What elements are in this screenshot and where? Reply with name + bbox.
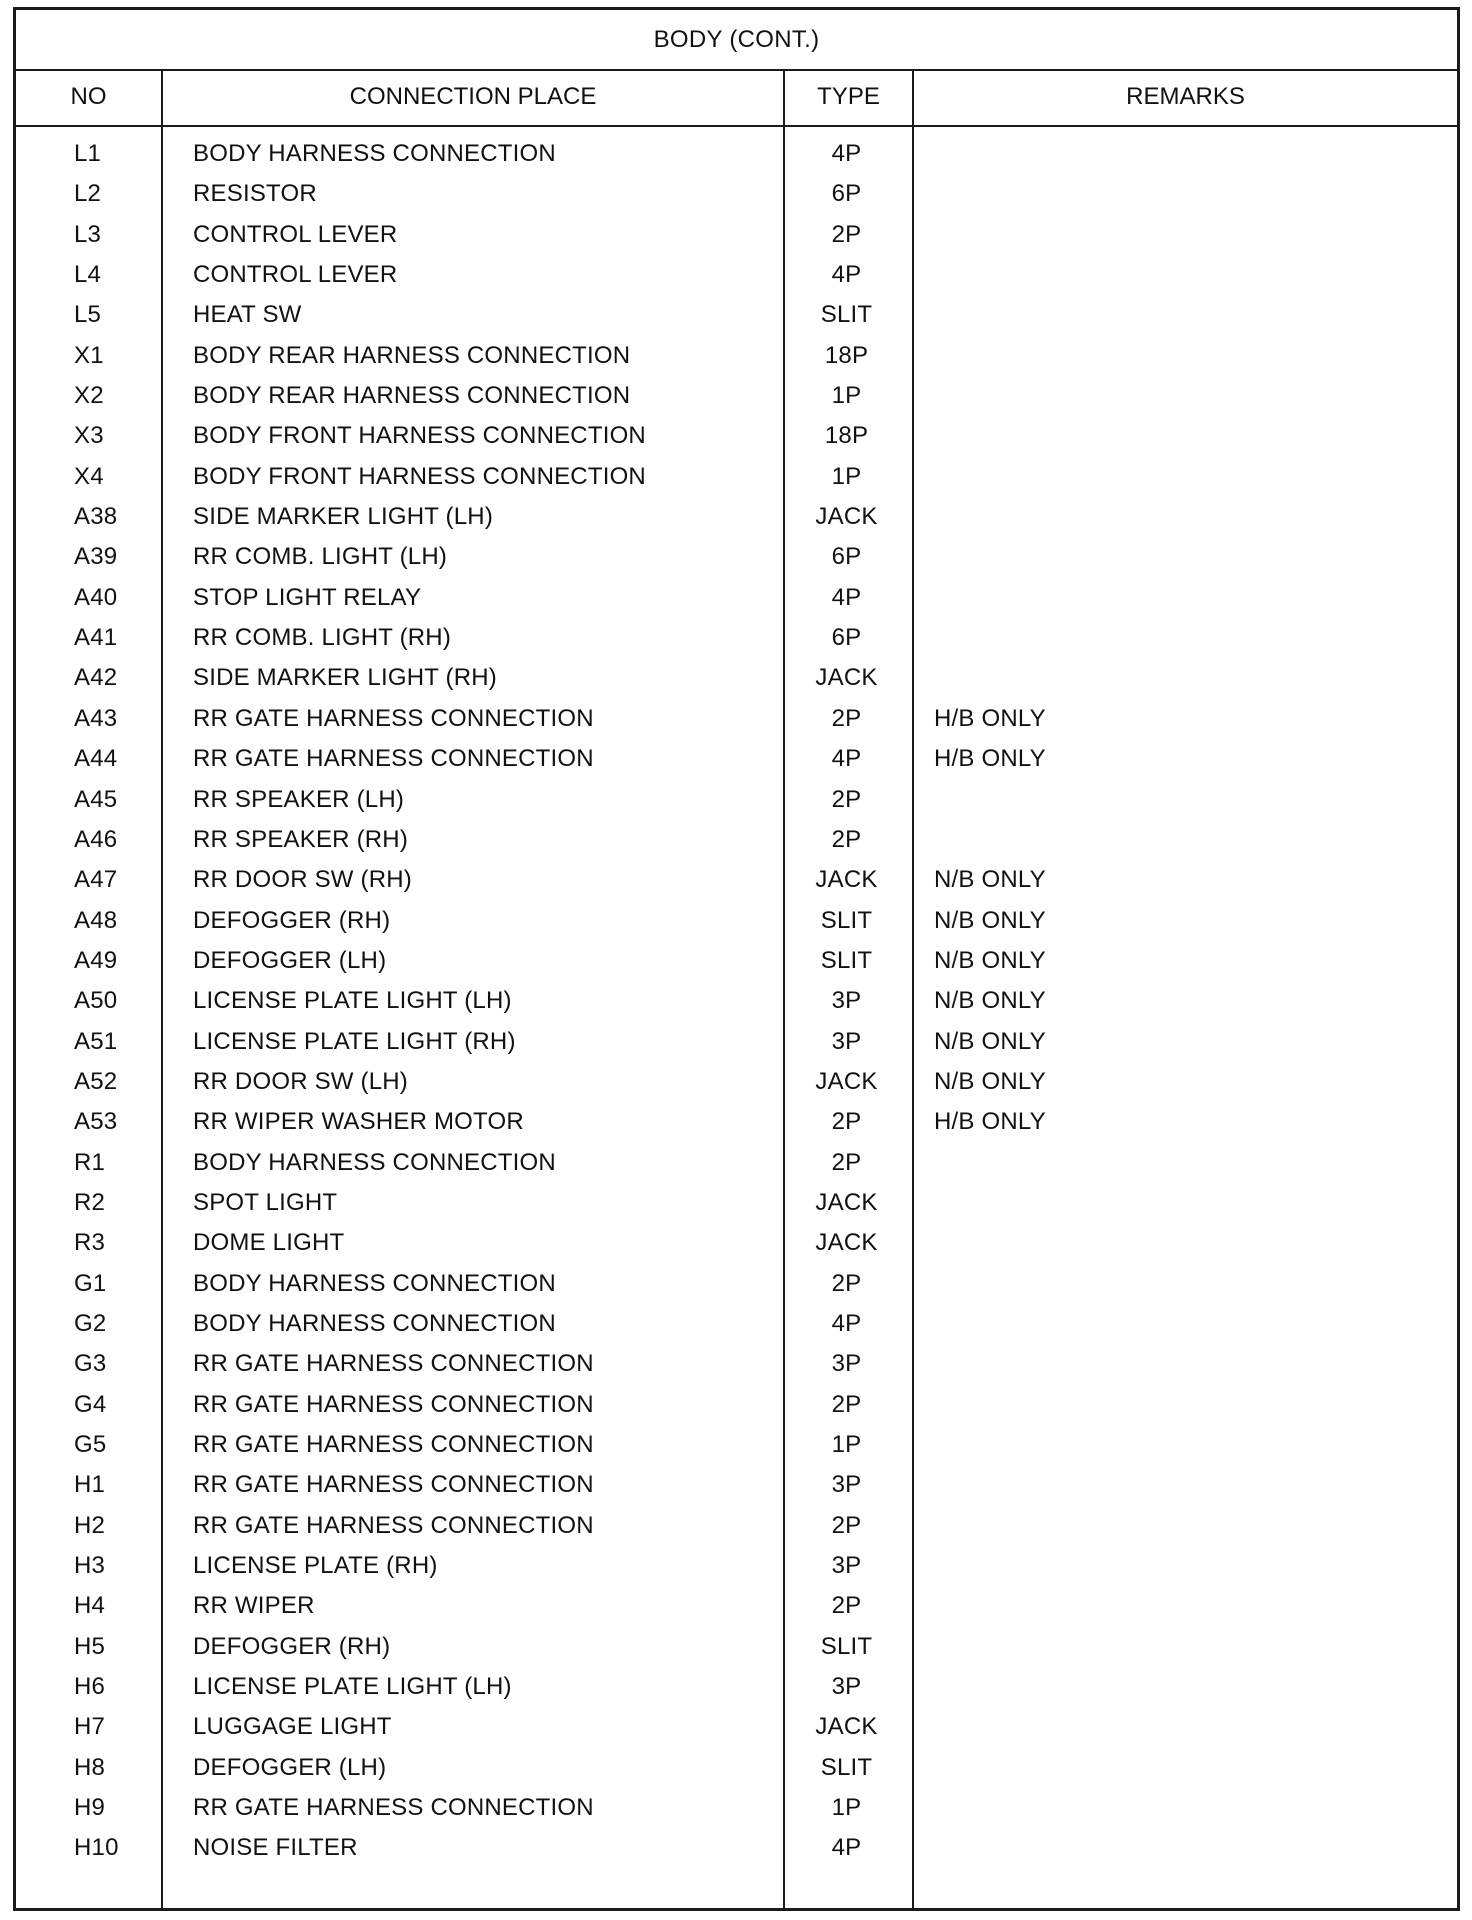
table-row [16,780,1457,820]
cell-type: 4P [831,745,862,773]
table-row [16,295,1457,335]
cell-no: L2 [74,180,102,208]
cell-no: A41 [74,624,118,652]
table-row [16,134,1457,174]
table-row [16,497,1457,537]
table-row [16,1264,1457,1304]
cell-connection-place: RR GATE HARNESS CONNECTION [193,1471,594,1499]
cell-type: 18P [824,341,869,369]
table-row [16,699,1457,739]
cell-no: H6 [74,1673,106,1701]
cell-connection-place: RR SPEAKER (RH) [193,825,409,853]
cell-no: H5 [74,1632,106,1660]
cell-no: A49 [74,946,118,974]
table-row [16,901,1457,941]
cell-connection-place: RR WIPER WASHER MOTOR [193,1108,524,1136]
cell-type: SLIT [820,301,873,329]
cell-type: 3P [831,1350,862,1378]
cell-connection-place: RR GATE HARNESS CONNECTION [193,704,594,732]
table-row [16,215,1457,255]
cell-type: 2P [831,1592,862,1620]
cell-type: 4P [831,261,862,289]
cell-type: 3P [831,1027,862,1055]
cell-type: 2P [831,825,862,853]
cell-no: X1 [74,341,104,369]
cell-type: 4P [831,583,862,611]
table-row [16,1506,1457,1546]
table-row [16,981,1457,1021]
cell-connection-place: RR WIPER [193,1592,315,1620]
cell-no: G3 [74,1350,107,1378]
cell-type: 4P [831,1834,862,1862]
table-row [16,1143,1457,1183]
cell-type: JACK [815,503,878,531]
table-row [16,1627,1457,1667]
cell-no: H3 [74,1552,106,1580]
cell-remarks: N/B ONLY [934,987,1046,1015]
header-no: NO [70,83,107,110]
cell-no: H8 [74,1753,106,1781]
cell-no: A38 [74,503,118,531]
table-row [16,174,1457,214]
cell-connection-place: LICENSE PLATE (RH) [193,1552,438,1580]
cell-connection-place: LICENSE PLATE LIGHT (LH) [193,987,512,1015]
cell-connection-place: RR DOOR SW (LH) [193,1067,408,1095]
table-row [16,618,1457,658]
table-row [16,1062,1457,1102]
cell-type: JACK [815,1067,878,1095]
cell-connection-place: DEFOGGER (LH) [193,1753,387,1781]
table-row [16,1425,1457,1465]
cell-no: H2 [74,1511,106,1539]
cell-type: 3P [831,1471,862,1499]
cell-no: A52 [74,1067,118,1095]
cell-connection-place: LICENSE PLATE LIGHT (LH) [193,1673,512,1701]
cell-no: A44 [74,745,118,773]
cell-no: A42 [74,664,118,692]
cell-connection-place: SIDE MARKER LIGHT (LH) [193,503,494,531]
cell-connection-place: BODY REAR HARNESS CONNECTION [193,382,631,410]
cell-connection-place: RR GATE HARNESS CONNECTION [193,1511,594,1539]
table-row [16,457,1457,497]
cell-remarks: N/B ONLY [934,1067,1046,1095]
cell-type: 2P [831,785,862,813]
cell-connection-place: LUGGAGE LIGHT [193,1713,392,1741]
cell-connection-place: RR GATE HARNESS CONNECTION [193,1390,594,1418]
header-connection-place: CONNECTION PLACE [349,83,597,110]
table-row [16,1183,1457,1223]
cell-type: 3P [831,1552,862,1580]
table-title: BODY (CONT.) [16,10,1457,71]
table-row [16,860,1457,900]
cell-connection-place: RR COMB. LIGHT (LH) [193,543,448,571]
cell-type: SLIT [820,906,873,934]
cell-connection-place: BODY HARNESS CONNECTION [193,1269,556,1297]
cell-type: JACK [815,1713,878,1741]
table-row [16,1788,1457,1828]
cell-no: H4 [74,1592,106,1620]
cell-connection-place: LICENSE PLATE LIGHT (RH) [193,1027,516,1055]
cell-no: H9 [74,1794,106,1822]
cell-no: A51 [74,1027,118,1055]
cell-remarks: N/B ONLY [934,1027,1046,1055]
cell-connection-place: RR GATE HARNESS CONNECTION [193,745,594,773]
cell-remarks: H/B ONLY [934,704,1046,732]
table-row [16,1707,1457,1747]
cell-no: G1 [74,1269,107,1297]
cell-connection-place: DEFOGGER (RH) [193,906,391,934]
cell-no: X4 [74,462,104,490]
cell-no: A53 [74,1108,118,1136]
cell-no: L4 [74,261,102,289]
cell-connection-place: RR SPEAKER (LH) [193,785,405,813]
table-row [16,1022,1457,1062]
cell-no: G2 [74,1309,107,1337]
table-row [16,578,1457,618]
cell-type: 2P [831,1269,862,1297]
cell-no: A50 [74,987,118,1015]
table-row [16,1828,1457,1868]
cell-type: JACK [815,1188,878,1216]
cell-type: JACK [815,866,878,894]
cell-type: 2P [831,1511,862,1539]
cell-connection-place: HEAT SW [193,301,302,329]
cell-connection-place: RR GATE HARNESS CONNECTION [193,1794,594,1822]
cell-connection-place: RR GATE HARNESS CONNECTION [193,1350,594,1378]
cell-no: X3 [74,422,104,450]
cell-connection-place: SPOT LIGHT [193,1188,338,1216]
cell-connection-place: SIDE MARKER LIGHT (RH) [193,664,497,692]
cell-no: R1 [74,1148,106,1176]
cell-type: 1P [831,462,862,490]
cell-type: 3P [831,987,862,1015]
cell-no: L5 [74,301,102,329]
header-type: TYPE [817,83,880,110]
cell-remarks: N/B ONLY [934,906,1046,934]
cell-type: 1P [831,1794,862,1822]
cell-type: 2P [831,1148,862,1176]
table-row [16,1223,1457,1263]
cell-no: H1 [74,1471,106,1499]
cell-type: 4P [831,1309,862,1337]
table-row [16,1546,1457,1586]
cell-connection-place: STOP LIGHT RELAY [193,583,422,611]
cell-connection-place: BODY FRONT HARNESS CONNECTION [193,462,646,490]
table-row [16,658,1457,698]
cell-connection-place: DEFOGGER (LH) [193,946,387,974]
cell-type: 2P [831,704,862,732]
cell-no: A39 [74,543,118,571]
cell-no: H7 [74,1713,106,1741]
cell-remarks: N/B ONLY [934,866,1046,894]
cell-type: JACK [815,1229,878,1257]
table-body [16,134,1457,1869]
cell-remarks: N/B ONLY [934,946,1046,974]
cell-type: JACK [815,664,878,692]
cell-type: 6P [831,624,862,652]
table-row [16,1304,1457,1344]
cell-connection-place: RR COMB. LIGHT (RH) [193,624,452,652]
header-remarks: REMARKS [1126,83,1245,110]
table-row [16,1586,1457,1626]
cell-no: L1 [74,140,102,167]
cell-no: R3 [74,1229,106,1257]
cell-connection-place: CONTROL LEVER [193,261,398,289]
table-row [16,1667,1457,1707]
cell-connection-place: RR GATE HARNESS CONNECTION [193,1431,594,1458]
cell-connection-place: BODY HARNESS CONNECTION [193,140,556,167]
cell-connection-place: BODY FRONT HARNESS CONNECTION [193,422,646,450]
table-row [16,376,1457,416]
cell-connection-place: BODY REAR HARNESS CONNECTION [193,341,631,369]
cell-connection-place: DOME LIGHT [193,1229,345,1257]
cell-type: 1P [831,382,862,410]
cell-type: 3P [831,1673,862,1701]
table-row [16,1748,1457,1788]
connector-table [13,7,1460,1911]
cell-no: G5 [74,1431,107,1458]
table-row [16,941,1457,981]
cell-type: SLIT [820,1632,873,1660]
cell-no: L3 [74,220,102,248]
cell-no: A46 [74,825,118,853]
cell-no: A47 [74,866,118,894]
cell-type: SLIT [820,946,873,974]
cell-no: X2 [74,382,104,410]
table-row [16,820,1457,860]
cell-type: 6P [831,180,862,208]
cell-type: SLIT [820,1753,873,1781]
table-row [16,537,1457,577]
cell-connection-place: RESISTOR [193,180,317,208]
table-row [16,416,1457,456]
cell-type: 2P [831,220,862,248]
table-row [16,1102,1457,1142]
cell-remarks: H/B ONLY [934,745,1046,773]
table-row [16,255,1457,295]
cell-no: R2 [74,1188,106,1216]
cell-connection-place: CONTROL LEVER [193,220,398,248]
cell-connection-place: RR DOOR SW (RH) [193,866,412,894]
header-row [16,69,1457,127]
cell-type: 2P [831,1390,862,1418]
table-row [16,1344,1457,1384]
cell-type: 18P [824,422,869,450]
cell-connection-place: NOISE FILTER [193,1834,358,1862]
cell-no: G4 [74,1390,107,1418]
cell-connection-place: BODY HARNESS CONNECTION [193,1309,556,1337]
table-row [16,336,1457,376]
table-row [16,739,1457,779]
cell-connection-place: DEFOGGER (RH) [193,1632,391,1660]
cell-type: 6P [831,543,862,571]
cell-no: A43 [74,704,118,732]
cell-type: 4P [831,140,862,167]
table-row [16,1465,1457,1505]
cell-no: A48 [74,906,118,934]
cell-remarks: H/B ONLY [934,1108,1046,1136]
cell-type: 1P [831,1431,862,1458]
cell-no: H10 [74,1834,119,1862]
cell-type: 2P [831,1108,862,1136]
table-row [16,1385,1457,1425]
cell-no: A40 [74,583,118,611]
cell-connection-place: BODY HARNESS CONNECTION [193,1148,556,1176]
cell-no: A45 [74,785,118,813]
